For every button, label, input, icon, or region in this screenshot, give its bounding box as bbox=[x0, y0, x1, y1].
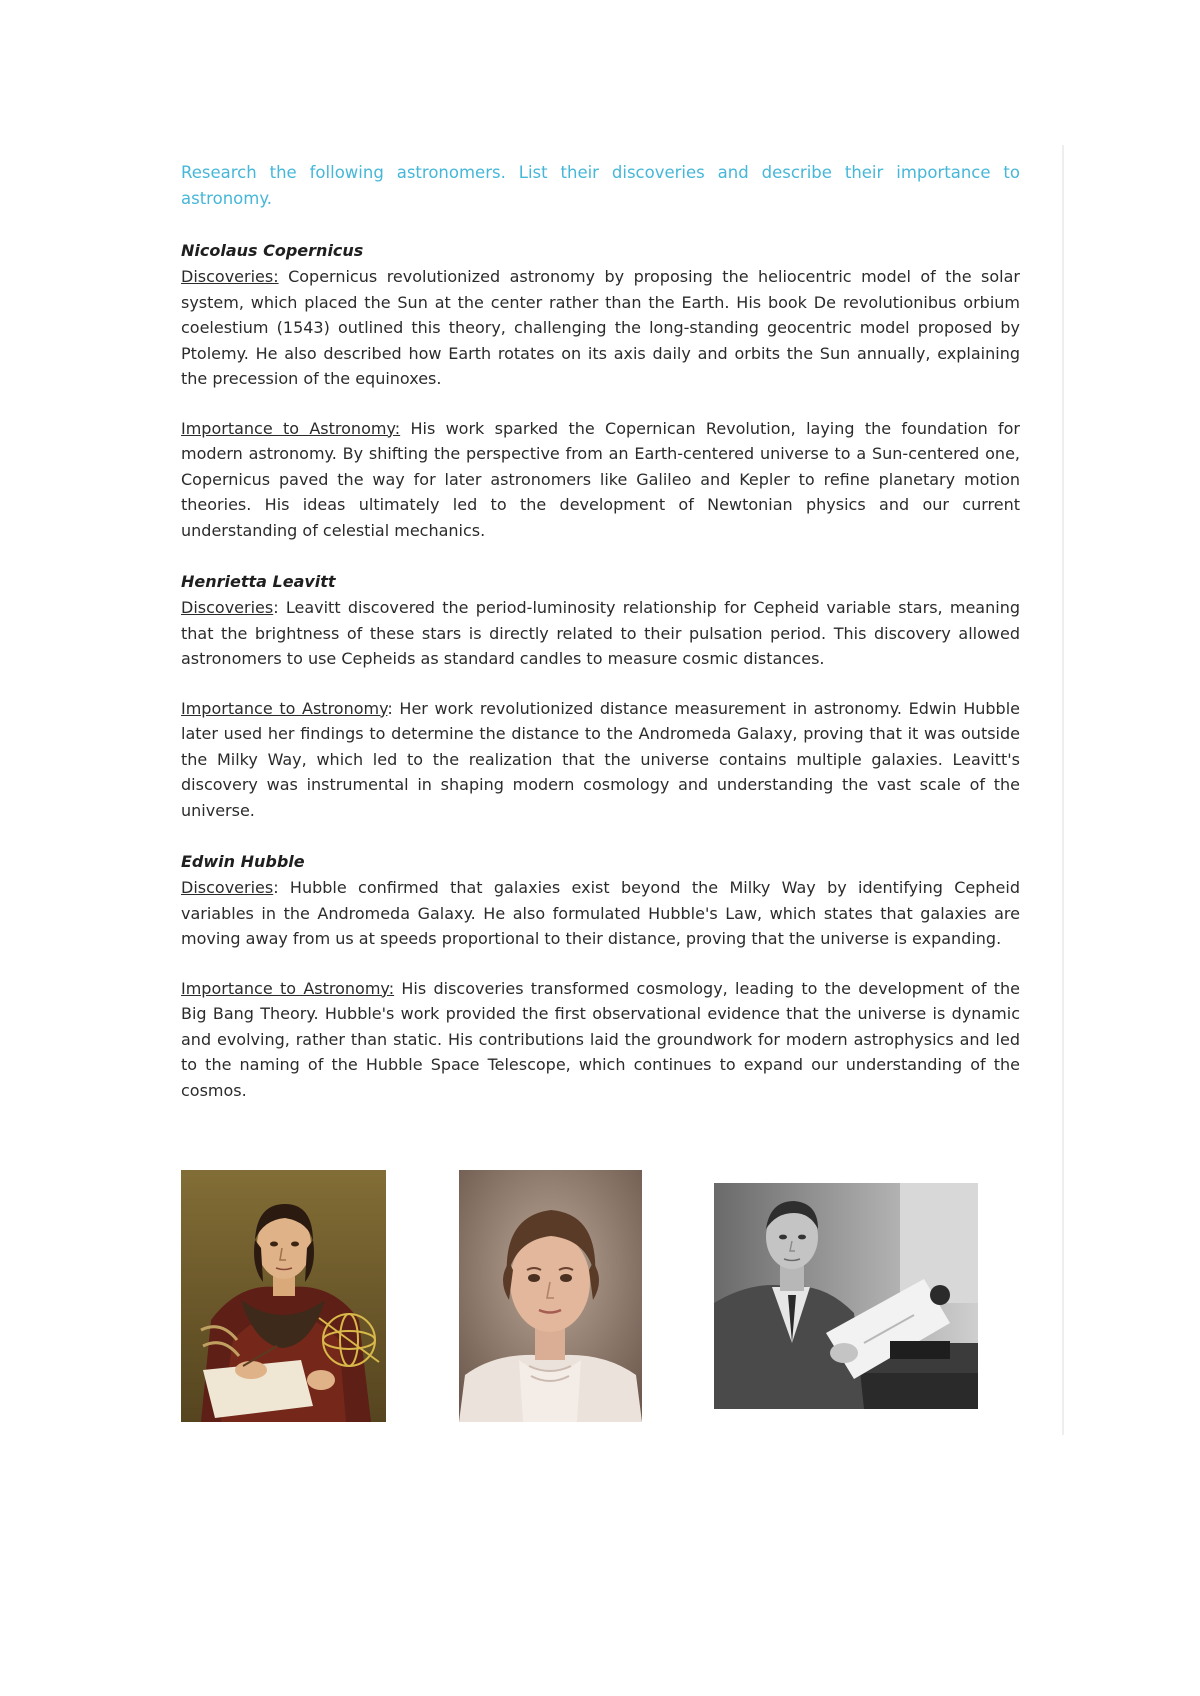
discoveries-label: Discoveries: bbox=[181, 267, 279, 286]
instruction-text: Research the following astronomers. List their discoveries and describe their importance to astronomy. bbox=[181, 163, 1020, 208]
importance-paragraph bbox=[181, 696, 1020, 824]
importance-label: Importance to Astronomy: bbox=[181, 978, 395, 998]
document-content bbox=[181, 160, 1020, 1129]
discoveries-text: : Leavitt discovered the period-luminosity relationship for Cepheid variable stars, meaning that the brightness of these stars is directly related to their pulsation period. This discovery allowed astronomers to use Cepheids as standard candles to measure cosmic distances. bbox=[181, 598, 1020, 668]
importance-paragraph bbox=[181, 416, 1020, 544]
leavitt-portrait bbox=[459, 1170, 642, 1422]
portrait-gallery bbox=[0, 1170, 1200, 1430]
importance-text: : Her work revolutionized distance measurement in astronomy. Edwin Hubble later used her findings to determine the distance to the Andromeda Galaxy, proving that it was outside the Milky Way, which led to the realization that the universe contains multiple galaxies. Leavitt's discovery was instrumental in shaping modern cosmology and understanding the vast scale of the universe. bbox=[181, 698, 1020, 820]
section-hubble bbox=[181, 849, 1020, 1103]
section-copernicus bbox=[181, 238, 1020, 543]
hubble-portrait bbox=[714, 1183, 978, 1409]
discoveries-paragraph bbox=[181, 595, 1020, 672]
importance-label: Importance to Astronomy bbox=[181, 698, 388, 718]
discoveries-paragraph bbox=[181, 875, 1020, 952]
importance-text: His discoveries transformed cosmology, leading to the development of the Big Bang Theory. Hubble's work provided the first observational evidence that the universe is dynamic and evolving, rather than static. His contributions laid the groundwork for modern astrophysics and led to the naming of the Hubble Space Telescope, which continues to expand our understanding of the cosmos. bbox=[181, 978, 1021, 1100]
section-title: Nicolaus Copernicus bbox=[181, 241, 364, 260]
section-title: Edwin Hubble bbox=[181, 852, 305, 871]
discoveries-label: Discoveries bbox=[181, 598, 274, 617]
section-title: Henrietta Leavitt bbox=[181, 572, 336, 591]
discoveries-paragraph bbox=[181, 264, 1020, 392]
discoveries-label: Discoveries bbox=[181, 878, 274, 897]
discoveries-text: Copernicus revolutionized astronomy by proposing the heliocentric model of the solar system, which placed the Sun at the center rather than the Earth. His book De revolutionibus orbium coelestium (1543) outlined this theory, challenging the long-standing geocentric model proposed by Ptolemy. He also described how Earth rotates on its axis daily and orbits the Sun annually, explaining the precession of the equinoxes. bbox=[181, 267, 1020, 388]
discoveries-text: : Hubble confirmed that galaxies exist beyond the Milky Way by identifying Cepheid variables in the Andromeda Galaxy. He also formulated Hubble's Law, which states that galaxies are moving away from us at speeds proportional to their distance, proving that the universe is expanding. bbox=[181, 878, 1020, 948]
importance-label: Importance to Astronomy: bbox=[181, 418, 401, 438]
importance-text: His work sparked the Copernican Revolution, laying the foundation for modern astronomy. By shifting the perspective from an Earth-centered universe to a Sun-centered one, Copernicus paved the way for later astronomers like Galileo and Kepler to refine planetary motion theories. His ideas ultimately led to the development of Newtonian physics and our current understanding of celestial mechanics. bbox=[181, 418, 1021, 540]
section-leavitt bbox=[181, 569, 1020, 823]
copernicus-portrait bbox=[181, 1170, 386, 1422]
importance-paragraph bbox=[181, 976, 1020, 1104]
